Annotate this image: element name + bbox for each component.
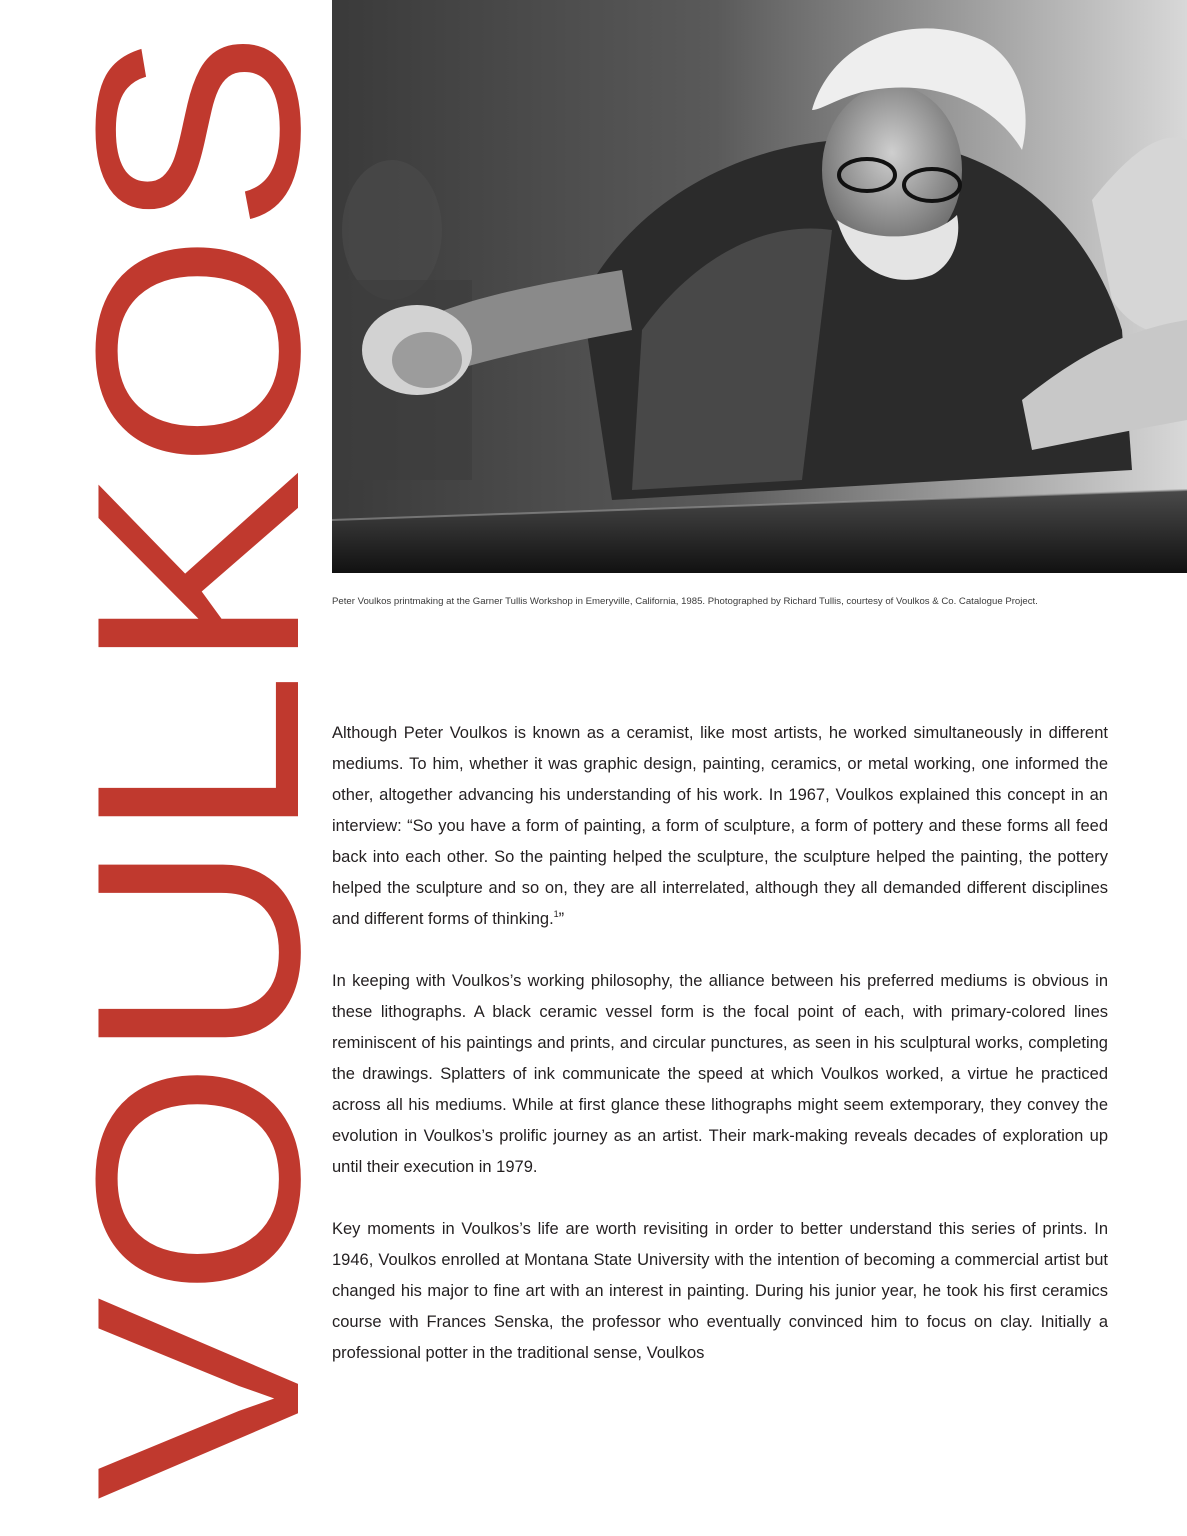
paragraph-2-text: In keeping with Voulkos’s working philosophy, the alliance between his preferred mediums is obvious in these lithographs. A black ceramic vessel form is the focal point of each, with primary-colored lines reminiscent of his paintings and prints, and circular punctures, as seen in his sculptural works, completing the drawings. Splatters of ink communicate the speed at which Voulkos worked, a virtue he practiced across all his mediums. While at first glance these lithographs might seem extemporary, they convey the evolution in Voulkos’s prolific journey as an artist. Their mark-making reveals decades of exploration up until their execution in 1979. — [332, 972, 1108, 1176]
paragraph-1 — [332, 718, 1108, 935]
photo-caption: Peter Voulkos printmaking at the Garner Tullis Workshop in Emeryville, California, 1985. Photographed by Richard Tullis, courtesy of Voulkos & Co. Catalogue Project. — [332, 596, 1038, 607]
vertical-title — [20, 0, 360, 1536]
portrait-photo-icon — [332, 0, 1187, 573]
paragraph-3 — [332, 1214, 1108, 1369]
vertical-title-graphic — [20, 0, 360, 1536]
page-title: VOULKOS — [36, 97, 360, 1500]
paragraph-1-text: Although Peter Voulkos is known as a ceramist, like most artists, he worked simultaneously in different mediums. To him, whether it was graphic design, painting, ceramics, or metal working, one informed the other, altogether advancing his understanding of his work. In 1967, Voulkos explained this concept in an interview: “So you have a form of painting, a form of sculpture, a form of pottery and these forms all feed back into each other. So the painting helped the sculpture, the sculpture helped the painting, the pottery helped the sculpture and so on, they are all interrelated, although they all demanded different disciplines and different forms of thinking. — [332, 724, 1108, 928]
paragraph-3-text: Key moments in Voulkos’s life are worth revisiting in order to better understand this series of prints. In 1946, Voulkos enrolled at Montana State University with the intention of becoming a commercial artist but changed his major to fine art with an interest in painting. During his junior year, he took his first ceramics course with Frances Senska, the professor who eventually convinced him to focus on clay. Initially a professional potter in the traditional sense, Voulkos — [332, 1220, 1108, 1362]
article-body — [332, 718, 1108, 1400]
paragraph-2 — [332, 966, 1108, 1183]
closing-quote: ” — [558, 910, 565, 928]
artist-photo — [332, 0, 1187, 573]
footnote-marker: 1 — [553, 909, 559, 919]
